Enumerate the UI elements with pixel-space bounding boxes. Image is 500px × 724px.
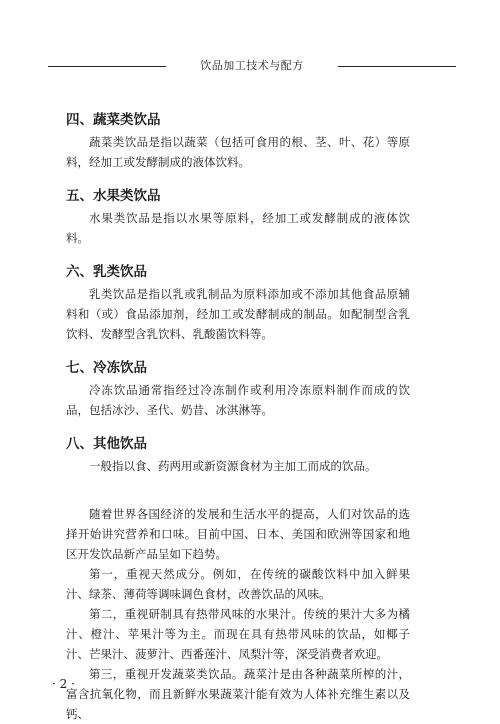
section-heading: 七、冷冻饮品 xyxy=(66,360,147,376)
section-heading: 五、水果类饮品 xyxy=(66,188,161,204)
section-dairy-drinks xyxy=(66,262,410,344)
section-vegetable-drinks xyxy=(66,110,410,172)
header-rule-right xyxy=(338,66,456,67)
body-paragraph: 第一，重视天然成分。例如，在传统的碳酸饮料中加入鲜果汁、绿茶、薄荷等调味调色食材，改善饮品的风味。 xyxy=(66,567,410,601)
section-frozen-drinks xyxy=(66,358,410,420)
section-heading: 六、乳类饮品 xyxy=(66,264,147,280)
header-title: 饮品加工技术与配方 xyxy=(200,59,304,72)
page-number: · 2 · xyxy=(52,677,75,691)
section-paragraph: 一般指以食、药两用或新资源食材为主加工而成的饮品。 xyxy=(89,459,377,473)
section-heading: 四、蔬菜类饮品 xyxy=(66,112,161,128)
section-paragraph: 冷冻饮品通常指经过冷冻制作或利用冷冻原料制作而成的饮品，包括冰沙、圣代、奶昔、冰淇淋等。 xyxy=(66,383,410,417)
section-other-drinks xyxy=(66,434,410,476)
section-heading: 八、其他饮品 xyxy=(66,436,147,452)
section-fruit-drinks xyxy=(66,186,410,248)
body-paragraph: 随着世界各国经济的发展和生活水平的提高，人们对饮品的选择开始讲究营养和口味。目前中国、日本、美国和欧洲等国家和地区开发饮品新产品呈如下趋势。 xyxy=(66,507,410,561)
body-paragraph: 第二，重视研制具有热带风味的水果汁。传统的果汁大多为橘汁、橙汁、苹果汁等为主。而现在具有热带风味的饮品，如椰子汁、芒果汁、菠萝汁、西番莲汁、凤梨汁等，深受消费者欢迎。 xyxy=(66,607,410,661)
running-header xyxy=(48,58,456,74)
section-paragraph: 蔬菜类饮品是指以蔬菜（包括可食用的根、茎、叶、花）等原料，经加工或发酵制成的液体饮料。 xyxy=(66,135,410,169)
section-paragraph: 水果类饮品是指以水果等原料，经加工或发酵制成的液体饮料。 xyxy=(66,211,410,245)
section-paragraph: 乳类饮品是指以乳或乳制品为原料添加或不添加其他食品原辅料和（或）食品添加剂，经加工或发酵制成的制品。如配制型含乳饮料、发酵型含乳饮料、乳酸菌饮料等。 xyxy=(66,287,410,341)
section-spacer xyxy=(66,490,410,504)
body-paragraph: 第三，重视开发蔬菜类饮品。蔬菜汁是由各种蔬菜所榨的汁，富含抗氧化物，而且新鲜水果蔬菜汁能有效为人体补充维生素以及钙、 xyxy=(66,667,410,721)
page-content xyxy=(66,110,410,724)
